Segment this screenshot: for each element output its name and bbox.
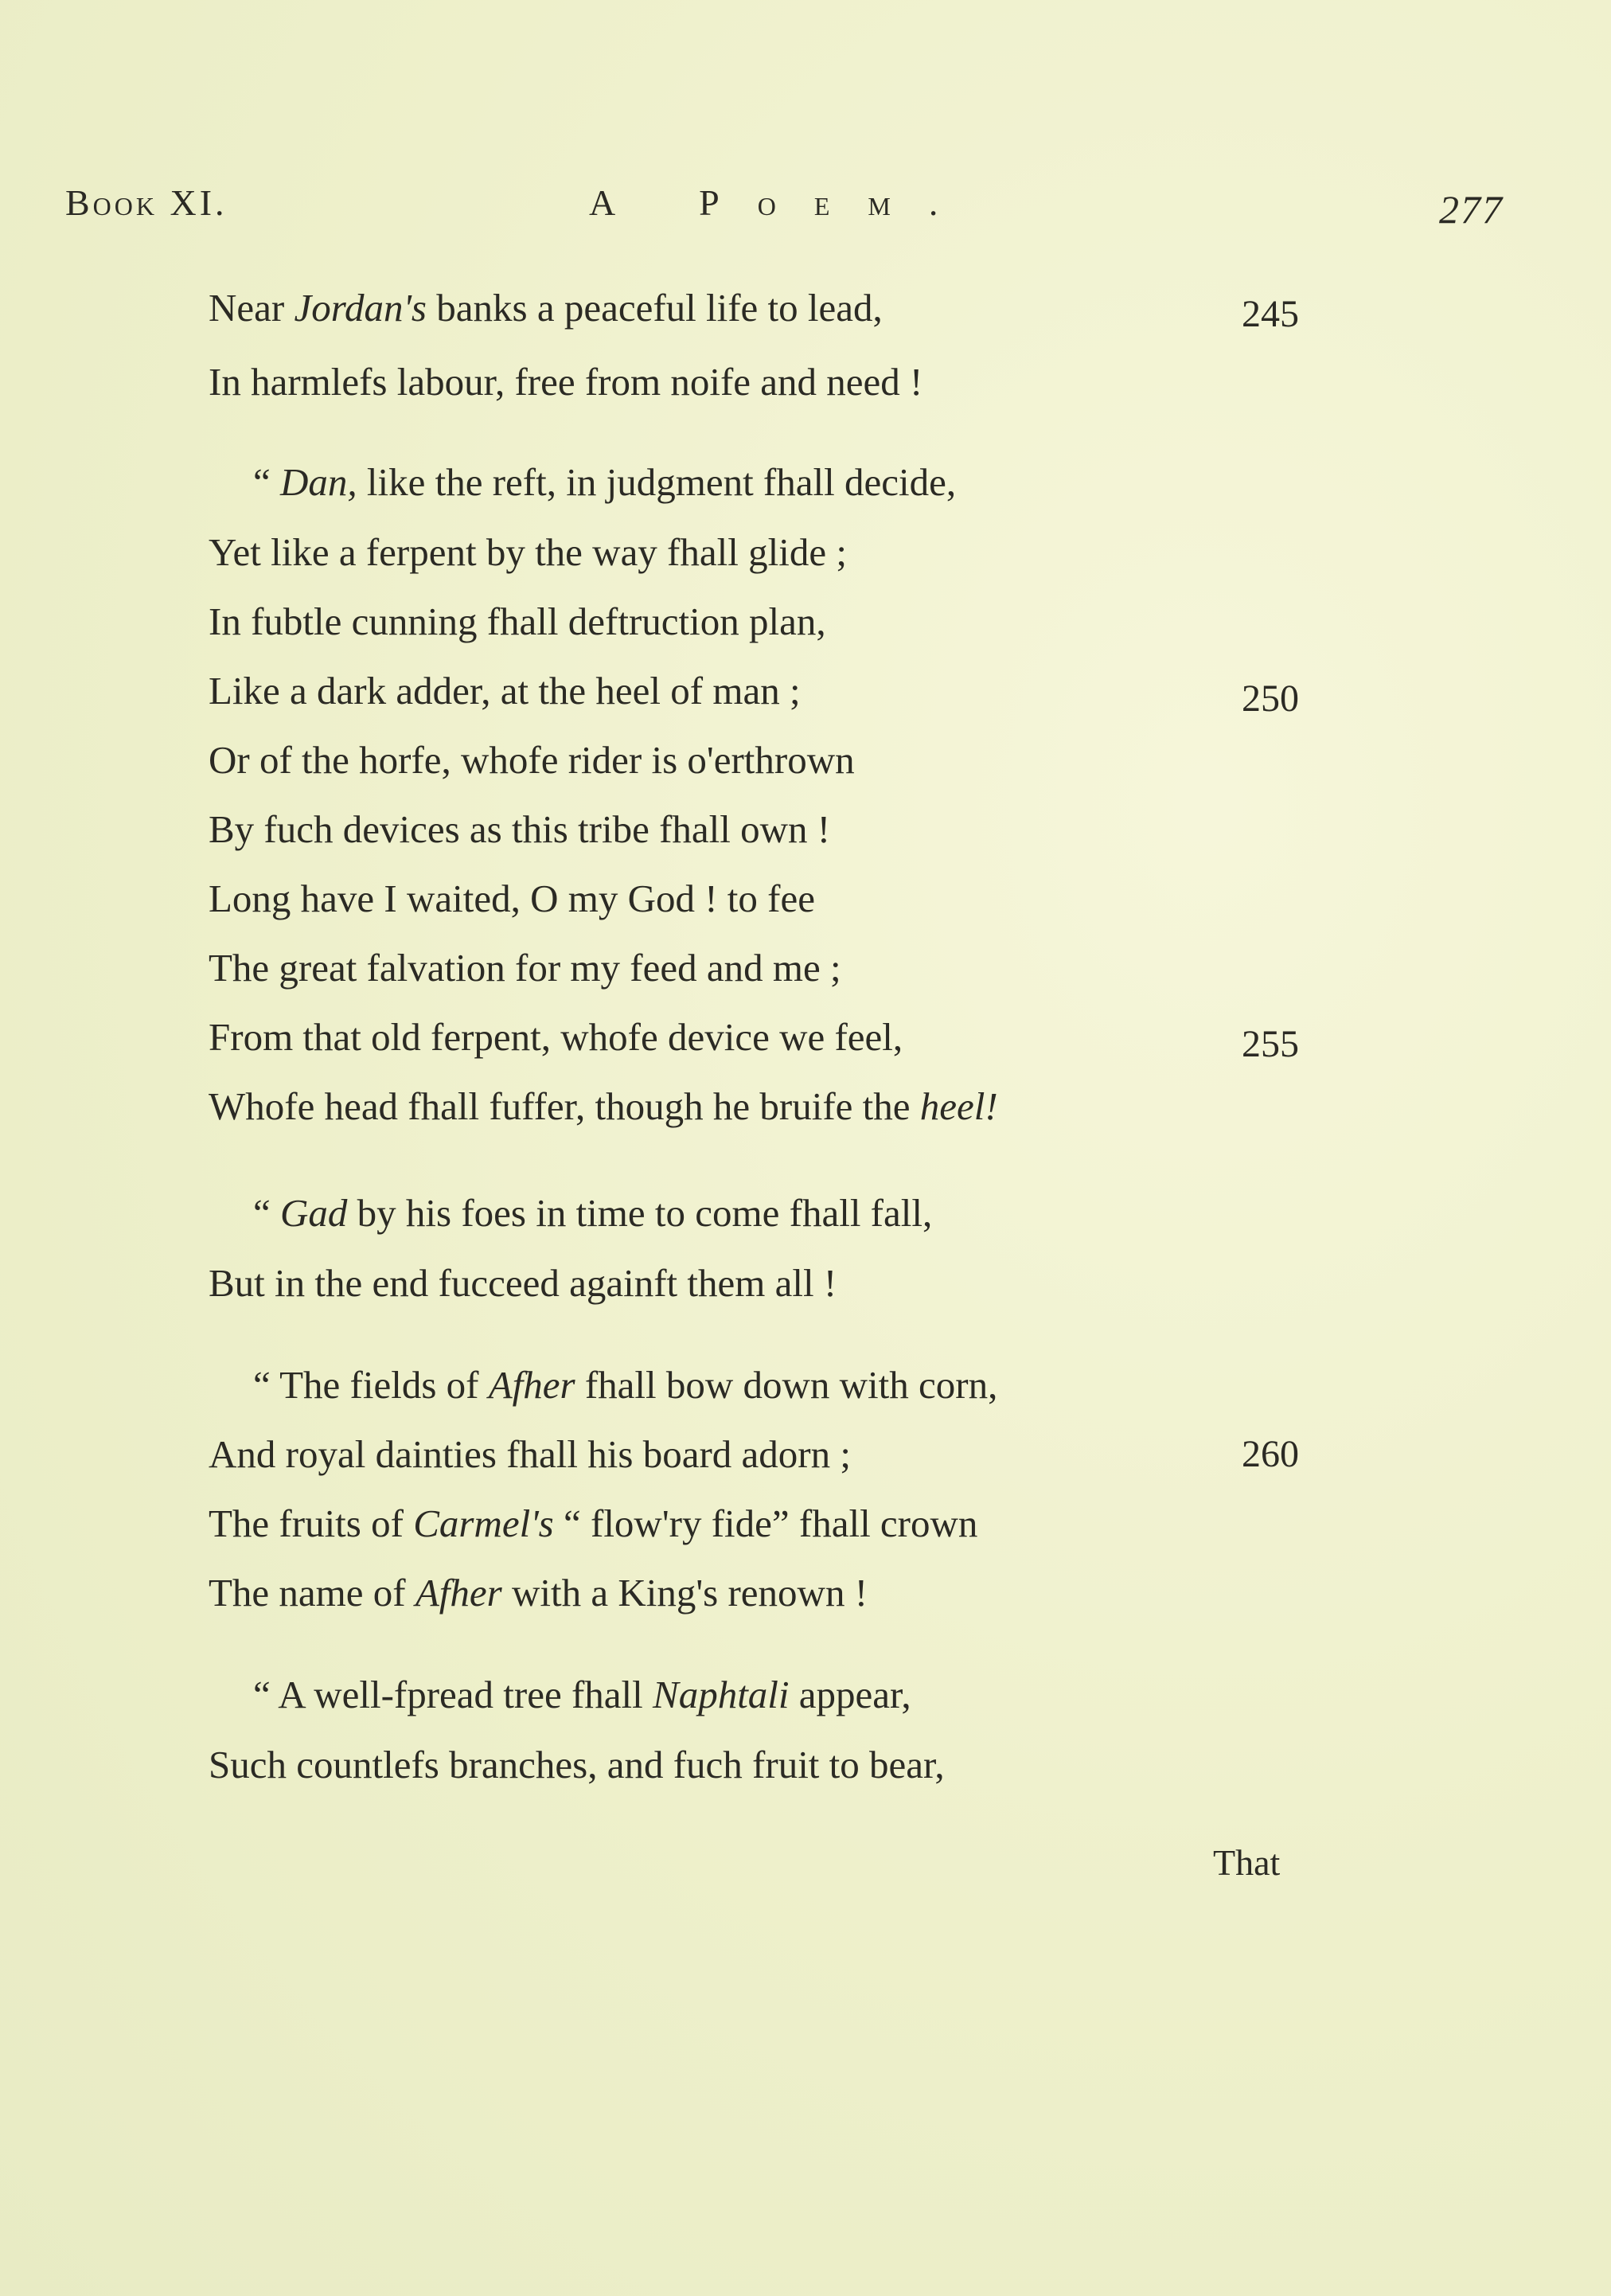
verse-line: In fubtle cunning fhall deftruction plan, xyxy=(209,599,826,643)
verse-line: “ Dan, like the reft, in judgment fhall decide, xyxy=(253,460,957,504)
verse-line: The fruits of Carmel's “ flow'ry fide” fhall crown xyxy=(209,1501,978,1545)
verse-line: Yet like a ferpent by the way fhall glide ; xyxy=(209,530,847,574)
verse-line: Such countlefs branches, and fuch fruit to bear, xyxy=(209,1743,945,1786)
line-number: 260 xyxy=(1242,1433,1299,1475)
verse-line: Long have I waited, O my God ! to fee xyxy=(209,877,815,920)
verse-line: The name of Afher with a King's renown ! xyxy=(209,1571,868,1615)
verse-line: In harmlefs labour, free from noife and need ! xyxy=(209,360,923,404)
verse-line: But in the end fucceed againft them all ! xyxy=(209,1261,837,1305)
verse-line: “ Gad by his foes in time to come fhall fall, xyxy=(253,1191,933,1235)
verse-line: The great falvation for my feed and me ; xyxy=(209,946,841,990)
verse-line: From that old ferpent, whofe device we feel, xyxy=(209,1015,903,1059)
verse-line: “ The fields of Afher fhall bow down with corn, xyxy=(253,1363,998,1407)
book-number: Book XI. xyxy=(65,182,228,223)
verse-line: Like a dark adder, at the heel of man ; xyxy=(209,669,801,713)
verse-line: Whofe head fhall fuffer, though he bruife the heel! xyxy=(209,1084,998,1128)
verse-line: By fuch devices as this tribe fhall own ! xyxy=(209,807,831,851)
line-number: 250 xyxy=(1242,677,1299,720)
running-header xyxy=(0,182,1611,237)
verse-line: “ A well-fpread tree fhall Naphtali appear, xyxy=(253,1673,911,1716)
catchword: That xyxy=(1213,1842,1281,1883)
running-title: A Poem. xyxy=(589,182,977,223)
page-number: 277 xyxy=(1439,187,1504,232)
verse-line: Near Jordan's banks a peaceful life to lead, xyxy=(209,286,883,330)
line-number: 245 xyxy=(1242,293,1299,335)
line-number: 255 xyxy=(1242,1023,1299,1065)
verse-line: Or of the horfe, whofe rider is o'erthrown xyxy=(209,738,855,782)
verse-line: And royal dainties fhall his board adorn ; xyxy=(209,1432,851,1476)
